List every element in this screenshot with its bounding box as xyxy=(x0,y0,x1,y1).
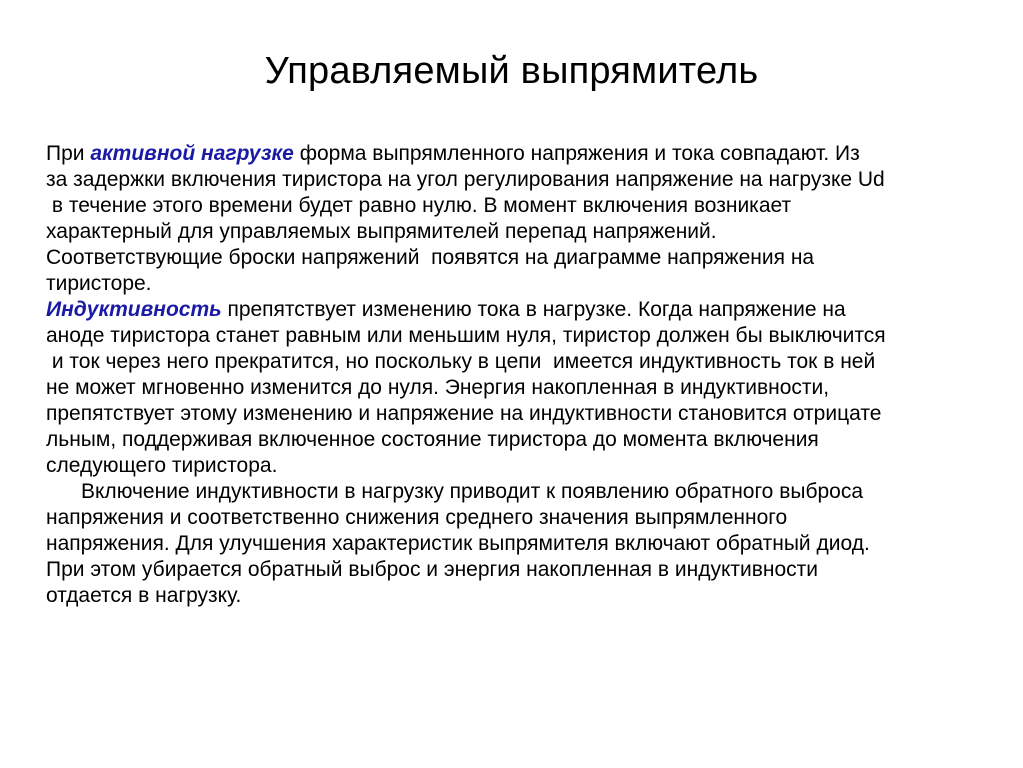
paragraph-1-line-6: тиристоре. xyxy=(46,272,152,295)
emphasis-active-load: активной нагрузке xyxy=(90,142,294,165)
paragraph-2-line-4: не может мгновенно изменится до нуля. Энергия накопленная в индуктивности, xyxy=(46,376,830,399)
slide-body xyxy=(46,141,986,609)
paragraph-2-line-7: следующего тиристора. xyxy=(46,454,278,477)
text-fragment: форма выпрямленного напряжения и тока совпадают. Из xyxy=(293,142,860,165)
paragraph-2-line-6: льным, поддерживая включенное состояние тиристора до момента включения xyxy=(46,428,819,451)
paragraph-2-line-1 xyxy=(46,297,986,323)
paragraph-2-line-2: аноде тиристора станет равным или меньшим нуля, тиристор должен бы выключится xyxy=(46,324,886,347)
paragraph-3-line-5: отдается в нагрузку. xyxy=(46,584,242,607)
paragraph-2-line-3: и ток через него прекратится, но поскольку в цепи имеется индуктивность ток в ней xyxy=(46,350,876,373)
paragraph-1-line-1 xyxy=(46,141,986,167)
paragraph-3-line-4: При этом убирается обратный выброс и энергия накопленная в индуктивности xyxy=(46,558,819,581)
paragraph-3-line-3: напряжения. Для улучшения характеристик выпрямителя включают обратный диод. xyxy=(46,532,870,555)
paragraph-1-line-4: характерный для управляемых выпрямителей перепад напряжений. xyxy=(46,220,717,243)
paragraph-3-line-1: Включение индуктивности в нагрузку приводит к появлению обратного выброса xyxy=(46,480,864,503)
emphasis-inductance: Индуктивность xyxy=(46,298,222,321)
paragraph-3-line-2: напряжения и соответственно снижения среднего значения выпрямленного xyxy=(46,506,788,529)
paragraph-2-line-5: препятствует этому изменению и напряжение на индуктивности становится отрицате xyxy=(46,402,882,425)
text-fragment: препятствует изменению тока в нагрузке. Когда напряжение на xyxy=(221,298,846,321)
paragraph-1-line-5: Соответствующие броски напряжений появятся на диаграмме напряжения на xyxy=(46,246,815,269)
slide-title: Управляемый выпрямитель xyxy=(264,50,759,92)
paragraph-1-line-3: в течение этого времени будет равно нулю. В момент включения возникает xyxy=(46,194,792,217)
text-fragment: При xyxy=(46,142,91,165)
paragraph-1-line-2: за задержки включения тиристора на угол регулирования напряжение на нагрузке Ud xyxy=(46,168,885,191)
